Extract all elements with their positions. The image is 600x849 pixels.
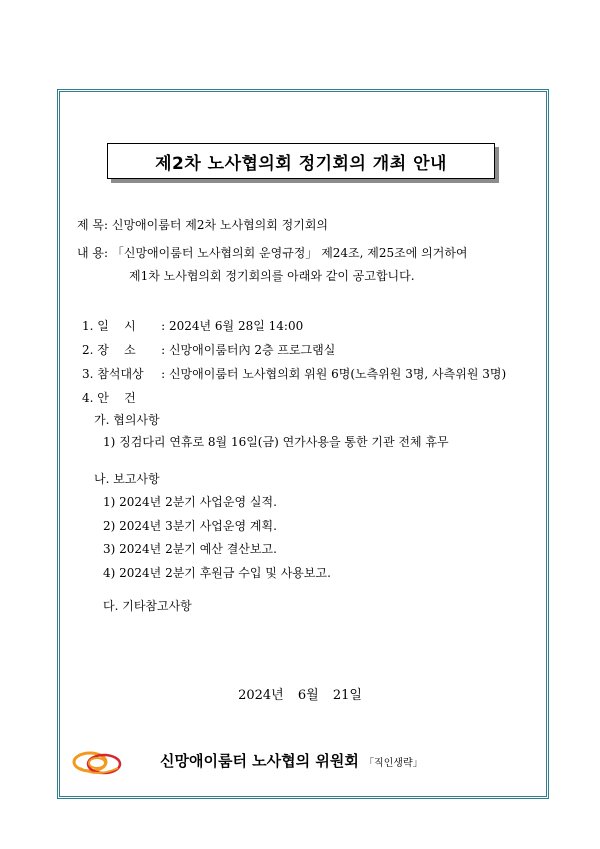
- seal-omitted-tag: 「직인생략」: [364, 758, 423, 769]
- subject-value: 신망애이룸터 제2차 노사협의회 정기회의: [111, 218, 329, 232]
- agenda-na-heading: 나. 보고사항: [94, 472, 160, 486]
- item-label: 안 건: [97, 391, 136, 405]
- item-attendees: [82, 366, 506, 382]
- document-title: 제2차 노사협의회 정기회의 개최 안내: [155, 153, 447, 174]
- content-text-2: 제1차 노사협의회 정기회의를 아래와 같이 공고합니다.: [129, 269, 415, 283]
- agenda-ga-heading: 가. 협의사항: [94, 413, 160, 427]
- item-datetime: [82, 318, 303, 334]
- agenda-na-item: 3) 2024년 2분기 예산 결산보고.: [103, 542, 277, 556]
- item-label: 장 소: [97, 343, 136, 357]
- item-number: 4.: [82, 391, 94, 405]
- content-label: 내 용:: [77, 246, 109, 260]
- organization-logo: [70, 746, 130, 780]
- agenda-na-item: 1) 2024년 2분기 사업운영 실적.: [103, 495, 277, 509]
- content-line-2: [129, 268, 415, 284]
- title-box: [107, 143, 495, 179]
- item-label: 일 시: [97, 319, 136, 333]
- item-label: 참석대상: [97, 367, 144, 381]
- agenda-na-item: 2) 2024년 3분기 사업운영 계획.: [103, 519, 277, 533]
- item-number: 3.: [82, 367, 94, 381]
- item-number: 2.: [82, 343, 94, 357]
- agenda-ga-item: 1) 징검다리 연휴로 8월 16일(금) 연가사용을 통한 기관 전체 휴무: [103, 435, 449, 449]
- agenda-na-item: 4) 2024년 2분기 후원금 수입 및 사용보고.: [103, 566, 331, 580]
- subject-line: [77, 217, 328, 233]
- item-value: : 신망애이룸터內 2층 프로그램실: [161, 343, 336, 357]
- logo-icon: [70, 746, 130, 780]
- content-line-1: [77, 245, 468, 261]
- organization-signature: [160, 750, 423, 771]
- subject-label: 제 목:: [77, 218, 109, 232]
- item-value: : 신망애이룸터 노사협의회 위원 6명(노측위원 3명, 사측위원 3명): [161, 367, 507, 381]
- agenda-da-heading: 다. 기타참고사항: [103, 599, 192, 613]
- content-text-1: 「신망애이룸터 노사협의회 운영규정」 제24조, 제25조에 의거하여: [111, 246, 468, 260]
- item-value: : 2024년 6월 28일 14:00: [161, 319, 304, 333]
- document-date: 2024년 6월 21일: [238, 688, 362, 703]
- item-agenda: [82, 390, 157, 406]
- organization-name: 신망애이룸터 노사협의 위원회: [160, 752, 359, 770]
- item-place: [82, 342, 335, 358]
- item-number: 1.: [82, 319, 94, 333]
